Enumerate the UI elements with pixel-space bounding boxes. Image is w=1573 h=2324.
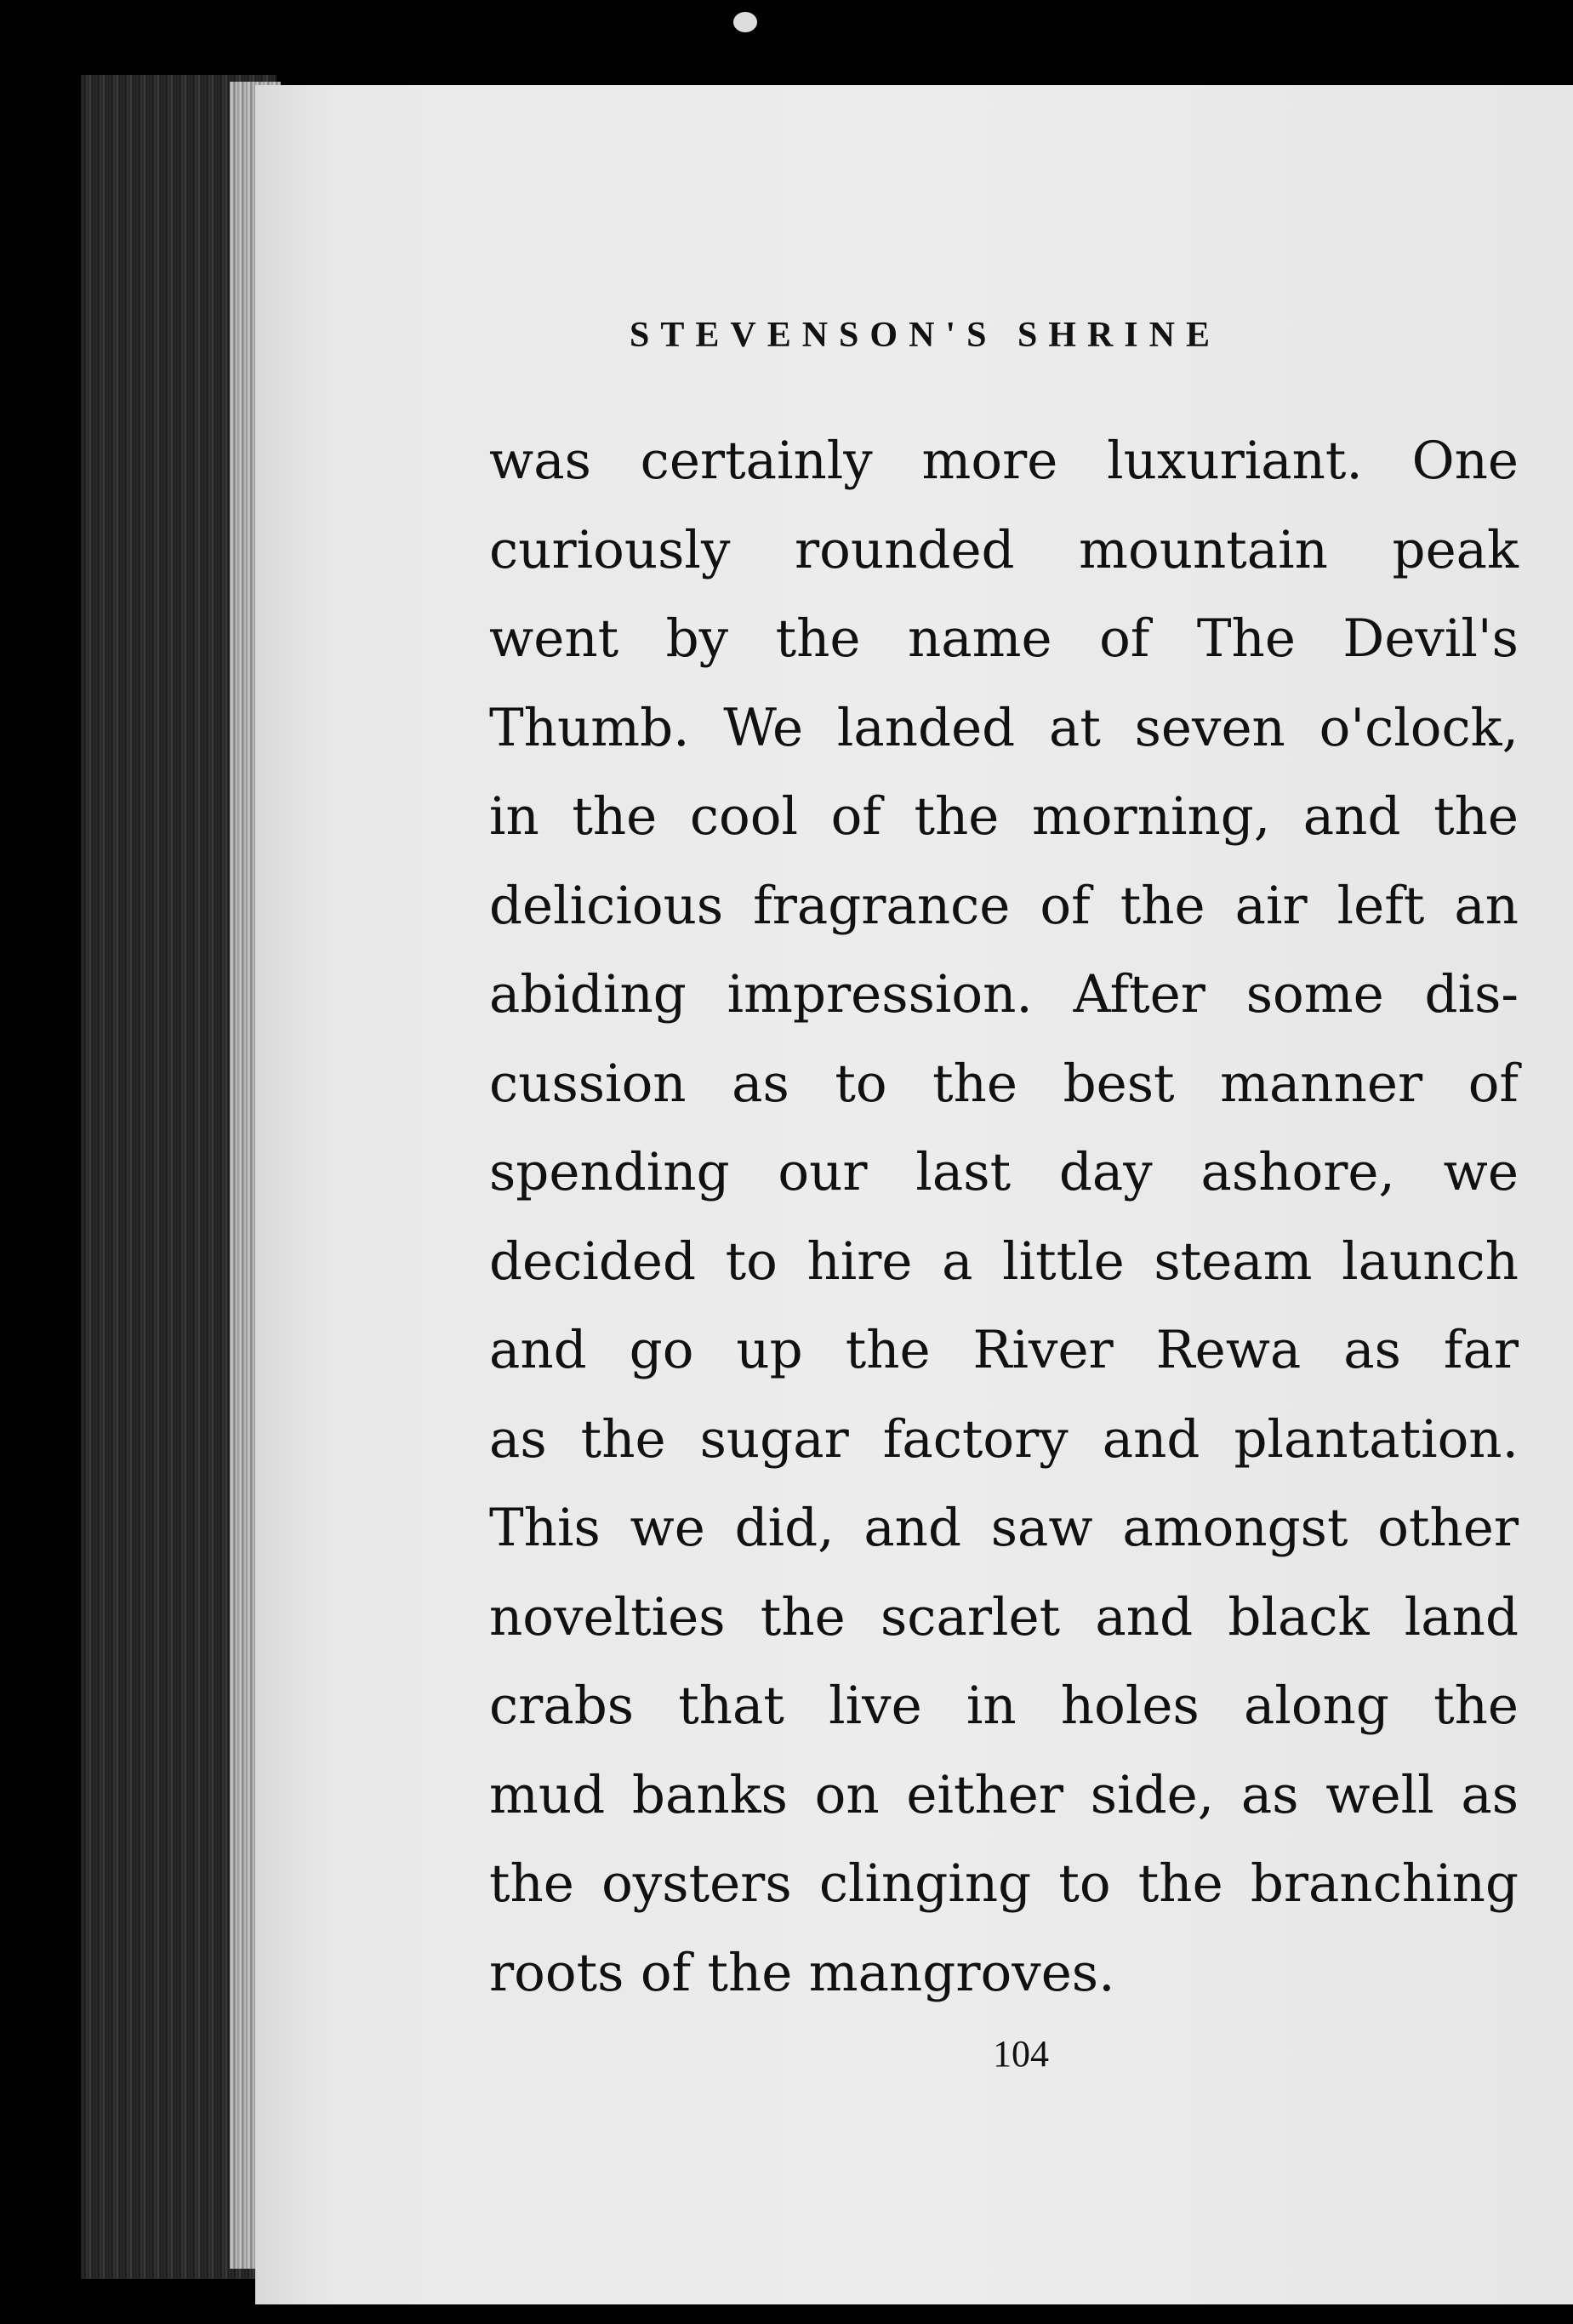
text-line: and go up the River Rewa as far — [489, 1320, 1519, 1380]
text-line: delicious fragrance of the air left an — [489, 875, 1519, 936]
text-line: as the sugar factory and plantation. — [489, 1408, 1519, 1470]
text-line: spending our last day ashore, we — [489, 1142, 1519, 1202]
scan-smudge — [733, 12, 757, 32]
text-line: went by the name of The Devil's — [489, 608, 1519, 669]
text-line: abiding impression. After some dis- — [489, 964, 1519, 1025]
text-line: was certainly more luxuriant. One — [489, 431, 1519, 491]
text-line: roots of the mangroves. — [489, 1942, 1115, 2003]
text-line: the oysters clinging to the branching — [489, 1853, 1519, 1914]
text-line: decided to hire a little steam launch — [489, 1231, 1519, 1292]
page-number: 104 — [993, 2033, 1049, 2075]
text-line: cussion as to the best manner of — [489, 1053, 1519, 1114]
text-line: crabs that live in holes along the — [489, 1676, 1519, 1736]
text-line: in the cool of the morning, and the — [489, 786, 1519, 847]
text-line: curiously rounded mountain peak — [489, 519, 1519, 580]
text-line: novelties the scarlet and black land — [489, 1586, 1519, 1647]
text-line: This we did, and saw amongst other — [489, 1498, 1519, 1558]
body-text — [489, 417, 1519, 2018]
running-head: STEVENSON'S SHRINE — [630, 316, 1221, 355]
text-line: mud banks on either side, as well as — [489, 1764, 1519, 1825]
text-line: Thumb. We landed at seven o'clock, — [489, 697, 1519, 758]
